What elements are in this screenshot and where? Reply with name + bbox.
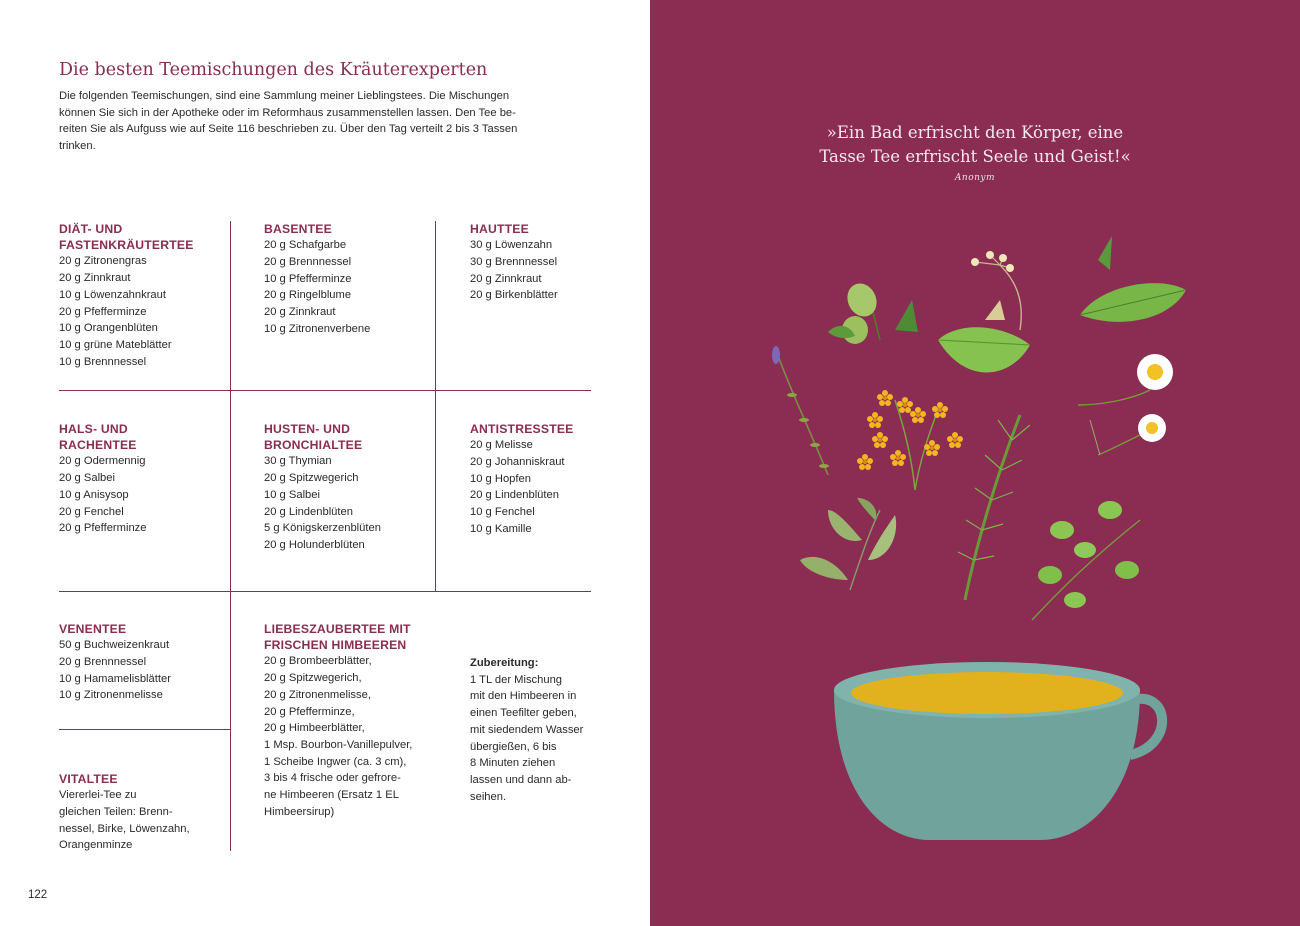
grid-divider bbox=[230, 221, 231, 851]
preparation-line: seihen. bbox=[470, 790, 507, 803]
ingredient: 10 g Orangenblüten bbox=[59, 322, 158, 335]
tea-title: VENENTEE bbox=[59, 622, 127, 636]
page-title: Die besten Teemischungen des Kräuterexperten bbox=[59, 60, 488, 80]
tea-title: LIEBESZAUBERTEE MIT FRISCHEN HIMBEEREN bbox=[264, 622, 411, 653]
ingredient: 20 g Melisse bbox=[470, 439, 533, 452]
ingredient: nessel, Birke, Löwenzahn, bbox=[59, 822, 190, 835]
ingredient: 20 g Odermennig bbox=[59, 455, 146, 468]
quote-line: Tasse Tee erfrischt Seele und Geist!« bbox=[819, 147, 1131, 166]
ingredient: 10 g Zitronenmelisse bbox=[59, 689, 163, 702]
preparation-line: mit siedendem Wasser bbox=[470, 723, 584, 736]
page-number: 122 bbox=[28, 889, 48, 901]
ingredient: 20 g Johanniskraut bbox=[470, 455, 565, 468]
lemon-balm-icon bbox=[1032, 501, 1140, 620]
intro-paragraph bbox=[59, 88, 574, 154]
thyme-sprig-icon bbox=[772, 346, 829, 475]
horsetail-icon bbox=[958, 415, 1030, 600]
ingredient: 20 g Spitzwegerich, bbox=[264, 672, 362, 685]
tea-title: HAUTTEE bbox=[470, 222, 529, 236]
tea-recipe-venentee bbox=[59, 621, 171, 704]
intro-line: können Sie sich in der Apotheke oder im Reformhaus zusammenstellen lassen. Den Tee be- bbox=[59, 106, 516, 119]
tea-title: BASENTEE bbox=[264, 222, 332, 236]
tea-recipe-antistress bbox=[470, 421, 574, 537]
ingredient: 20 g Pfefferminze, bbox=[264, 705, 355, 718]
ingredient: 20 g Fenchel bbox=[59, 505, 124, 518]
ingredient: 3 bis 4 frische oder gefrore- bbox=[264, 772, 401, 785]
ingredient: 10 g Brennnessel bbox=[59, 355, 147, 368]
herbs-and-teacup-illustration bbox=[650, 0, 1300, 926]
ingredient: 20 g Schafgarbe bbox=[264, 239, 347, 252]
grid-divider bbox=[59, 729, 230, 730]
tea-recipe-diaet-fasten bbox=[59, 221, 194, 370]
ingredient: 30 g Löwenzahn bbox=[470, 239, 553, 252]
ingredient: 1 Scheibe Ingwer (ca. 3 cm), bbox=[264, 755, 407, 768]
ingredient: 10 g Pfefferminze bbox=[264, 272, 352, 285]
teacup-icon bbox=[834, 662, 1162, 840]
ingredient: 20 g Zinnkraut bbox=[470, 272, 542, 285]
ingredient: 20 g Birkenblätter bbox=[470, 289, 558, 302]
ingredient: 10 g Salbei bbox=[264, 488, 320, 501]
ingredient: Viererlei-Tee zu bbox=[59, 789, 137, 802]
intro-line: reiten Sie als Aufguss wie auf Seite 116 beschrieben zu. Über den Tag verteilt 2 bis 3 Tassen bbox=[59, 123, 518, 136]
tea-title: DIÄT- UND FASTENKRÄUTERTEE bbox=[59, 222, 194, 253]
tea-title: VITALTEE bbox=[59, 772, 118, 786]
ingredient: 20 g Holunderblüten bbox=[264, 538, 365, 551]
tea-title: HALS- UND RACHENTEE bbox=[59, 422, 137, 453]
ingredient: 20 g Lindenblüten bbox=[264, 505, 353, 518]
st-johns-wort-icon bbox=[857, 390, 963, 490]
ingredient: 20 g Zinnkraut bbox=[59, 272, 131, 285]
ingredient: 10 g Fenchel bbox=[470, 506, 535, 519]
tea-recipe-husten-bronchial bbox=[264, 421, 381, 554]
preparation-line: einen Teefilter geben, bbox=[470, 707, 577, 720]
ingredient: 20 g Pfefferminze bbox=[59, 305, 147, 318]
chamomile-icon bbox=[1078, 354, 1173, 455]
ingredient: 20 g Zitronengras bbox=[59, 255, 147, 268]
tea-title: ANTISTRESSTEE bbox=[470, 422, 574, 436]
ingredient: 20 g Zinnkraut bbox=[264, 306, 336, 319]
ingredient: 20 g Salbei bbox=[59, 472, 115, 485]
ingredient: 50 g Buchweizenkraut bbox=[59, 639, 170, 652]
ingredient: 20 g Pfefferminze bbox=[59, 522, 147, 535]
preparation-line: mit den Himbeeren in bbox=[470, 690, 577, 703]
ingredient: ne Himbeeren (Ersatz 1 EL bbox=[264, 789, 399, 802]
sage-leaf-icon bbox=[800, 497, 896, 590]
tea-recipe-hals-rachen bbox=[59, 421, 146, 537]
ingredient: 20 g Ringelblume bbox=[264, 289, 352, 302]
birch-leaf-icon bbox=[1080, 236, 1186, 322]
grid-divider bbox=[435, 221, 436, 592]
preparation-line: 8 Minuten ziehen bbox=[470, 757, 556, 770]
ingredient: 5 g Königskerzenblüten bbox=[264, 522, 381, 535]
intro-line: Die folgenden Teemischungen, sind eine Sammlung meiner Lieblingstees. Die Mischungen bbox=[59, 90, 510, 102]
grid-divider bbox=[59, 390, 591, 391]
linden-plant-icon bbox=[938, 251, 1030, 373]
ingredient: 10 g Anisysop bbox=[59, 488, 129, 501]
ingredient: 20 g Spitzwegerich bbox=[264, 472, 359, 485]
preparation-instructions bbox=[470, 655, 583, 805]
preparation-line: 1 TL der Mischung bbox=[470, 673, 563, 686]
tea-title: HUSTEN- UND BRONCHIALTEE bbox=[264, 422, 363, 453]
ingredient: 10 g Kamille bbox=[470, 522, 532, 535]
ingredient: 20 g Himbeerblätter, bbox=[264, 722, 365, 735]
ingredient: 10 g Hamamelisblätter bbox=[59, 672, 171, 685]
ingredient: 10 g Hopfen bbox=[470, 472, 531, 485]
ingredient: 20 g Brennnessel bbox=[264, 255, 352, 268]
ingredient: 20 g Lindenblüten bbox=[470, 489, 559, 502]
preparation-heading: Zubereitung: bbox=[470, 657, 539, 669]
tea-recipe-hauttee bbox=[470, 221, 558, 304]
tea-recipe-basentee bbox=[264, 221, 370, 337]
ingredient: 10 g Löwenzahnkraut bbox=[59, 288, 166, 301]
tea-recipe-vitaltee bbox=[59, 771, 190, 854]
ingredient: Himbeersirup) bbox=[264, 805, 335, 818]
hop-plant-icon bbox=[828, 279, 918, 344]
grid-divider bbox=[59, 591, 591, 592]
ingredient: gleichen Teilen: Brenn- bbox=[59, 805, 173, 818]
ingredient: 20 g Zitronenmelisse, bbox=[264, 688, 371, 701]
ingredient: 20 g Brennnessel bbox=[59, 655, 147, 668]
quote-author: Anonym bbox=[954, 173, 996, 183]
tea-recipe-liebeszauber bbox=[264, 621, 412, 820]
ingredient: Orangenminze bbox=[59, 839, 133, 852]
ingredient: 30 g Thymian bbox=[264, 455, 332, 468]
ingredient: 20 g Brombeerblätter, bbox=[264, 655, 372, 668]
intro-line: trinken. bbox=[59, 139, 96, 152]
preparation-line: lassen und dann ab- bbox=[470, 773, 572, 786]
quote-line: »Ein Bad erfrischt den Körper, eine bbox=[826, 123, 1124, 142]
ingredient: 1 Msp. Bourbon-Vanillepulver, bbox=[264, 738, 413, 751]
preparation-line: übergießen, 6 bis bbox=[470, 740, 557, 753]
ingredient: 30 g Brennnessel bbox=[470, 255, 558, 268]
ingredient: 10 g grüne Mateblätter bbox=[59, 338, 172, 351]
ingredient: 10 g Zitronenverbene bbox=[264, 322, 371, 335]
